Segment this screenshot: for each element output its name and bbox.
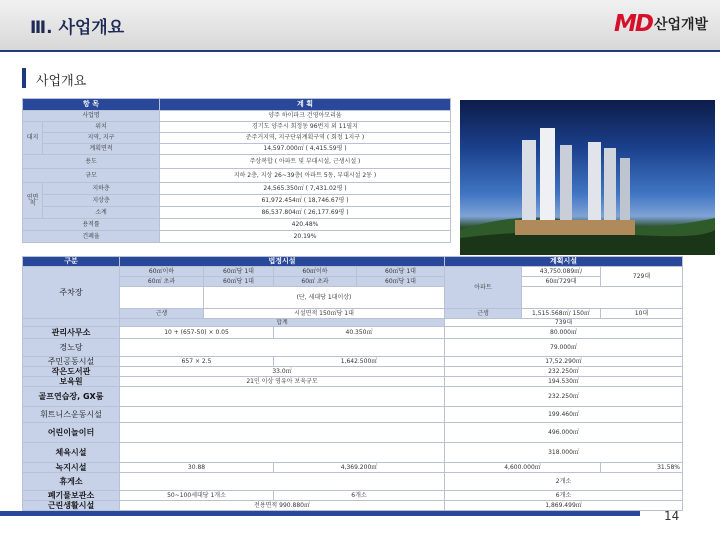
parking-plan-units: 60㎡729대 bbox=[522, 277, 601, 287]
under-label: 지하층 bbox=[43, 183, 160, 195]
community-legal: 1,642.500㎡ bbox=[274, 357, 445, 367]
zone-label: 지역, 지구 bbox=[43, 133, 160, 144]
sports-plan: 318.000㎡ bbox=[445, 443, 683, 463]
sports-legal bbox=[120, 443, 445, 463]
under-area: 24,565.350㎡ ( 7,431.02평 ) bbox=[160, 183, 451, 195]
green-plan: 4,600.000㎡ bbox=[445, 463, 601, 473]
parking-plan-blank bbox=[522, 287, 683, 309]
waste-plan: 6개소 bbox=[445, 491, 683, 501]
nursery-label: 보육원 bbox=[23, 377, 120, 387]
nursery-plan: 194.530㎡ bbox=[445, 377, 683, 387]
senior-center-plan: 79.000㎡ bbox=[445, 339, 683, 357]
logo-text: 산업개발 bbox=[653, 17, 709, 33]
green-label: 녹지시설 bbox=[23, 463, 120, 473]
neighborhood-legal: 전용면적 990.880㎡ bbox=[120, 501, 445, 511]
subtitle-marker bbox=[22, 68, 26, 88]
plan-area-label: 계획면적 bbox=[43, 144, 160, 155]
neighborhood-plan: 1,869.499㎡ bbox=[445, 501, 683, 511]
parking-plan-count: 729대 bbox=[601, 267, 683, 287]
header-legal: 법정시설 bbox=[120, 257, 445, 267]
total-label: 소계 bbox=[43, 207, 160, 219]
footer-bar bbox=[0, 511, 640, 516]
golf-label: 골프연습장, GX룸 bbox=[23, 387, 120, 407]
green-plan-rate: 31.58% bbox=[601, 463, 683, 473]
parking-sum: 739대 bbox=[445, 319, 683, 327]
parking-r1-c1: 60㎡이하 bbox=[120, 267, 204, 277]
community-formula: 657 × 2.5 bbox=[120, 357, 274, 367]
parking-sum-label: 합계 bbox=[120, 319, 445, 327]
far-label: 용적률 bbox=[23, 219, 160, 231]
community-plan: 17,52.290㎡ bbox=[445, 357, 683, 367]
parking-blank bbox=[120, 287, 204, 309]
company-logo bbox=[614, 10, 708, 38]
senior-center-legal bbox=[120, 339, 445, 357]
library-label: 작은도서관 bbox=[23, 367, 120, 377]
library-plan: 232.250㎡ bbox=[445, 367, 683, 377]
podium bbox=[515, 220, 635, 235]
parking-r2-c4: 60㎡당 1대 bbox=[357, 277, 445, 287]
parking-r1-c4: 60㎡당 1대 bbox=[357, 267, 445, 277]
waste-label: 폐기물보관소 bbox=[23, 491, 120, 501]
parking-retail-count: 10대 bbox=[601, 309, 683, 319]
rest-area-legal bbox=[120, 473, 445, 491]
use: 주상복합 ( 아파트 및 부대시설, 근생시설 ) bbox=[160, 155, 451, 169]
playground-label: 어린이놀이터 bbox=[23, 423, 120, 443]
section-title: Ⅲ. 사업개요 bbox=[30, 18, 125, 38]
header-plan: 계획시설 bbox=[445, 257, 683, 267]
tower-2 bbox=[540, 128, 555, 235]
parking-r2-c2: 60㎡당 1대 bbox=[204, 277, 274, 287]
plan-area: 14,597.000㎡ ( 4,415.59평 ) bbox=[160, 144, 451, 155]
sports-label: 체육시설 bbox=[23, 443, 120, 463]
location: 경기도 양주시 회정동 96번지 외 11필지 bbox=[160, 122, 451, 133]
project-name-label: 사업명 bbox=[23, 111, 160, 122]
header-item: 항 목 bbox=[23, 99, 160, 111]
parking-retail: 시설면적 150㎡당 1대 bbox=[204, 309, 445, 319]
facilities-table bbox=[22, 256, 683, 511]
above-label: 지상층 bbox=[43, 195, 160, 207]
rest-area-plan: 2개소 bbox=[445, 473, 683, 491]
bcr-label: 건폐율 bbox=[23, 231, 160, 243]
header-div: 구분 bbox=[23, 257, 120, 267]
parking-r1-c3: 60㎡이하 bbox=[274, 267, 357, 277]
logo-mark: MD bbox=[614, 11, 652, 37]
parking-r2-c3: 60㎡ 초과 bbox=[274, 277, 357, 287]
page-number: 14 bbox=[664, 509, 680, 523]
bcr-value: 20.19% bbox=[160, 231, 451, 243]
office-label: 관리사무소 bbox=[23, 327, 120, 339]
parking-label: 주차장 bbox=[23, 267, 120, 319]
header-divider bbox=[0, 50, 720, 52]
fitness-legal bbox=[120, 407, 445, 423]
location-label: 위치 bbox=[43, 122, 160, 133]
floor-group-label: 연면적 bbox=[23, 183, 43, 219]
parking-note: (단, 세대당 1대이상) bbox=[204, 287, 445, 309]
project-name: 양주 하이파크 건영아모리움 bbox=[160, 111, 451, 122]
rest-area-label: 휴게소 bbox=[23, 473, 120, 491]
above-area: 61,972.454㎡ ( 18,746.67평 ) bbox=[160, 195, 451, 207]
building-illustration bbox=[460, 100, 715, 255]
office-formula: 10 + (657-50) × 0.05 bbox=[120, 327, 274, 339]
project-overview-table bbox=[22, 98, 451, 243]
library-legal: 33.0㎡ bbox=[120, 367, 445, 377]
parking-sum-blank bbox=[23, 319, 120, 327]
playground-legal bbox=[120, 423, 445, 443]
golf-legal bbox=[120, 387, 445, 407]
office-legal: 40.350㎡ bbox=[274, 327, 445, 339]
senior-center-label: 경노당 bbox=[23, 339, 120, 357]
parking-apt-label: 아파트 bbox=[445, 267, 522, 309]
parking-r1-c2: 60㎡당 1대 bbox=[204, 267, 274, 277]
waste-legal: 6개소 bbox=[274, 491, 445, 501]
scale: 지하 2층, 지상 26~39층( 아파트 5동, 부대시설 2동 ) bbox=[160, 169, 451, 183]
parking-r2-c1: 60㎡ 초과 bbox=[120, 277, 204, 287]
green-rate: 30.88 bbox=[120, 463, 274, 473]
total-area: 86,537.804㎡ ( 26,177.69평 ) bbox=[160, 207, 451, 219]
parking-retail-plan: 1,515.568㎡/ 150㎡ bbox=[522, 309, 601, 319]
zone: 준주거지역, 지구단위계획구역 ( 회정 1지구 ) bbox=[160, 133, 451, 144]
nursery-legal: 21인 이상 영유아 보육규모 bbox=[120, 377, 445, 387]
parking-retail-label: 근생 bbox=[120, 309, 204, 319]
use-label: 용도 bbox=[23, 155, 160, 169]
scale-label: 규모 bbox=[23, 169, 160, 183]
neighborhood-label: 근린생활시설 bbox=[23, 501, 120, 511]
playground-plan: 496.000㎡ bbox=[445, 423, 683, 443]
golf-plan: 232.250㎡ bbox=[445, 387, 683, 407]
parking-plan-area: 43,750.089㎡/ bbox=[522, 267, 601, 277]
fitness-plan: 199.460㎡ bbox=[445, 407, 683, 423]
green-legal: 4,369.200㎡ bbox=[274, 463, 445, 473]
office-plan: 80.000㎡ bbox=[445, 327, 683, 339]
fitness-label: 휘트니스운동시설 bbox=[23, 407, 120, 423]
waste-formula: 50~100세대당 1개소 bbox=[120, 491, 274, 501]
parking-retail-label2: 근생 bbox=[445, 309, 522, 319]
subtitle: 사업개요 bbox=[36, 74, 87, 89]
community-label: 주민공동시설 bbox=[23, 357, 120, 367]
site-group-label: 대지 bbox=[23, 122, 43, 155]
far-value: 420.48% bbox=[160, 219, 451, 231]
building-rendering-image bbox=[460, 100, 715, 255]
header-plan: 계 획 bbox=[160, 99, 451, 111]
